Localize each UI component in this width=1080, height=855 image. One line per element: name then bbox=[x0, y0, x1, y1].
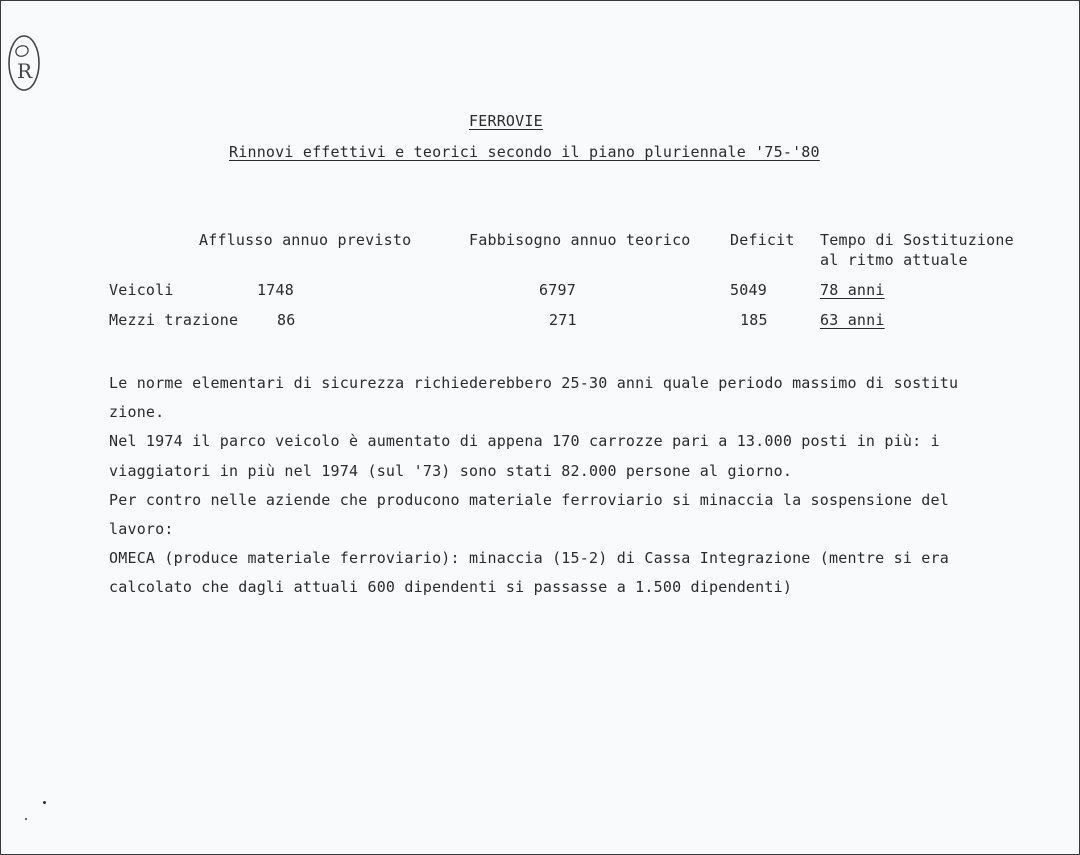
row-afflusso: 86 bbox=[277, 311, 296, 329]
row-deficit: 5049 bbox=[730, 281, 767, 299]
body-line: Le norme elementari di sicurezza richiederebbero 25-30 anni quale periodo massimo di sostitu bbox=[109, 374, 959, 392]
header-afflusso: Afflusso annuo previsto bbox=[199, 231, 412, 249]
header-tempo-line2: al ritmo attuale bbox=[820, 251, 968, 269]
header-tempo-line1: Tempo di Sostituzione bbox=[820, 231, 1014, 249]
body-line: Per contro nelle aziende che producono materiale ferroviario si minaccia la sospensione del bbox=[109, 490, 949, 509]
row-deficit: 185 bbox=[740, 311, 768, 329]
row-label: Veicoli bbox=[109, 281, 174, 299]
row-fabbisogno: 271 bbox=[549, 311, 577, 329]
body-text bbox=[109, 369, 1049, 603]
stamp-monogram: R bbox=[17, 59, 33, 83]
body-line: Nel 1974 il parco veicolo è aumentato di appena 170 carrozze pari a 13.000 posti in più: i bbox=[109, 432, 940, 451]
paper-speck bbox=[25, 818, 27, 820]
body-line: calcolato che dagli attuali 600 dipendenti si passasse a 1.500 dipendenti) bbox=[109, 578, 793, 597]
body-line: viaggiatori in più nel 1974 (sul '73) sono stati 82.000 persone al giorno. bbox=[109, 461, 793, 480]
header-deficit: Deficit bbox=[730, 231, 795, 249]
body-line: zione. bbox=[109, 403, 165, 422]
header-fabbisogno: Fabbisogno annuo teorico bbox=[469, 231, 691, 249]
row-fabbisogno: 6797 bbox=[539, 281, 576, 299]
row-afflusso: 1748 bbox=[257, 281, 294, 299]
archive-stamp-icon bbox=[7, 34, 41, 92]
document-subtitle: Rinnovi effettivi e teorici secondo il piano pluriennale '75-'80 bbox=[229, 143, 820, 161]
row-label: Mezzi trazione bbox=[109, 311, 239, 329]
document-title: FERROVIE bbox=[469, 112, 543, 130]
row-tempo: 78 anni bbox=[820, 281, 885, 299]
body-line: lavoro: bbox=[109, 520, 174, 539]
paper-speck bbox=[43, 801, 46, 804]
row-tempo: 63 anni bbox=[820, 311, 885, 329]
body-line: OMECA (produce materiale ferroviario): minaccia (15-2) di Cassa Integrazione (mentre si era bbox=[109, 549, 949, 568]
